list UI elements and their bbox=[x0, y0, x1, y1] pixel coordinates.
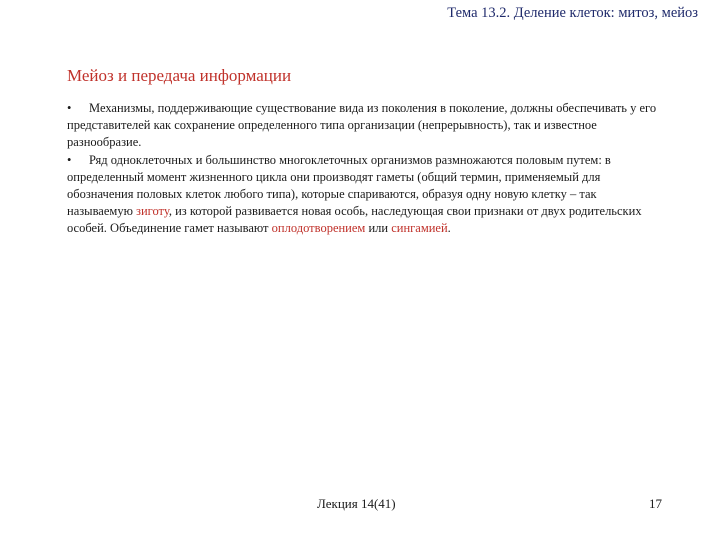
paragraph-1 bbox=[67, 100, 663, 152]
bullet-icon: • bbox=[67, 152, 72, 167]
slide-body bbox=[67, 100, 663, 238]
term-zygote: зиготу bbox=[136, 204, 169, 219]
paragraph-1-text: Механизмы, поддерживающие существование вида из поколения в поколение, должны обеспечивать у его представителей как сохранение определенного типа организации (непрерывность), так и известное разнообразие. bbox=[67, 101, 657, 150]
term-syngamy: сингамией bbox=[391, 221, 448, 236]
paragraph-2-text-b: , из которой развивается новая особь, наследующая свои признаки от двух родительских особей. Объединение гамет называют bbox=[67, 204, 642, 236]
slide-topic: Тема 13.2. Деление клеток: митоз, мейоз bbox=[447, 5, 698, 21]
term-fertilization: оплодотворением bbox=[271, 221, 366, 236]
paragraph-2-text-d: . bbox=[447, 221, 451, 236]
paragraph-2 bbox=[67, 152, 663, 238]
paragraph-2-text-c: или bbox=[365, 221, 392, 236]
page-number: 17 bbox=[649, 496, 662, 511]
footer-lecture: Лекция 14(41) bbox=[317, 496, 396, 511]
slide-heading: Мейоз и передача информации bbox=[67, 66, 292, 85]
paragraph-2-text-a: Ряд одноклеточных и большинство многоклеточных организмов размножаются половым путем: в определенный момент жизненного цикла они производят гаметы (общий термин, применяемый для обозначения половых клеток любого типа), которые спариваются, образуя одну новую клетку – так называемую bbox=[67, 152, 611, 219]
bullet-icon: • bbox=[67, 101, 72, 115]
